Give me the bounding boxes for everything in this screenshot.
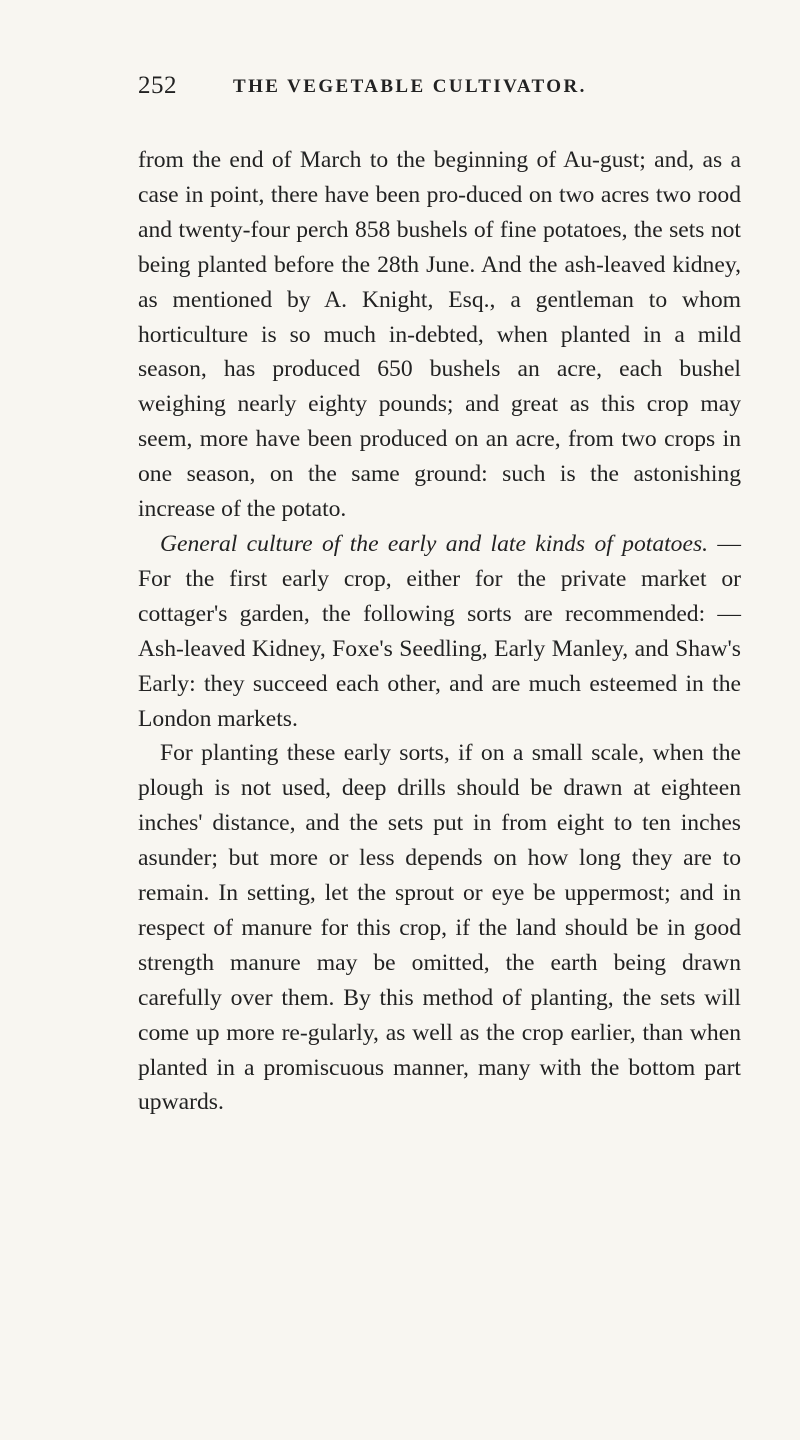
body-text: [138, 143, 741, 1120]
paragraph-3: For planting these early sorts, if on a small scale, when the plough is not used, deep drills should be drawn at eighteen inches' distance, and the sets put in from eight to ten inches asunder; but more or less depends on how long they are to remain. In setting, let the sprout or eye be uppermost; and in respect of manure for this crop, if the land should be in good strength manure may be omitted, the earth being drawn carefully over them. By this method of planting, the sets will come up more re-gularly, as well as the crop earlier, than when planted in a promiscuous manner, many with the bottom part upwards.: [138, 740, 741, 1116]
paragraph-2: [138, 527, 741, 736]
section-heading: General culture of the early and late kinds of potatoes.: [160, 530, 709, 557]
running-title: THE VEGETABLE CULTIVATOR.: [233, 76, 587, 97]
page-header: [138, 72, 738, 112]
page-number: 252: [138, 72, 177, 99]
paragraph-2-text: — For the first early crop, either for the private market or cottager's garden, the following sorts are recommended: — Ash-leaved Kidney, Foxe's Seedling, Early Manley, and Shaw's Early: they succeed each other, and are much esteemed in the London markets.: [138, 530, 741, 732]
paragraph-1: from the end of March to the beginning of Au-gust; and, as a case in point, there have been pro-duced on two acres two rood and twenty-four perch 858 bushels of fine potatoes, the sets not being planted before the 28th June. And the ash-leaved kidney, as mentioned by A. Knight, Esq., a gentleman to whom horticulture is so much in-debted, when planted in a mild season, has produced 650 bushels an acre, each bushel weighing nearly eighty pounds; and great as this crop may seem, more have been produced on an acre, from two crops in one season, on the same ground: such is the astonishing increase of the potato.: [138, 147, 741, 523]
